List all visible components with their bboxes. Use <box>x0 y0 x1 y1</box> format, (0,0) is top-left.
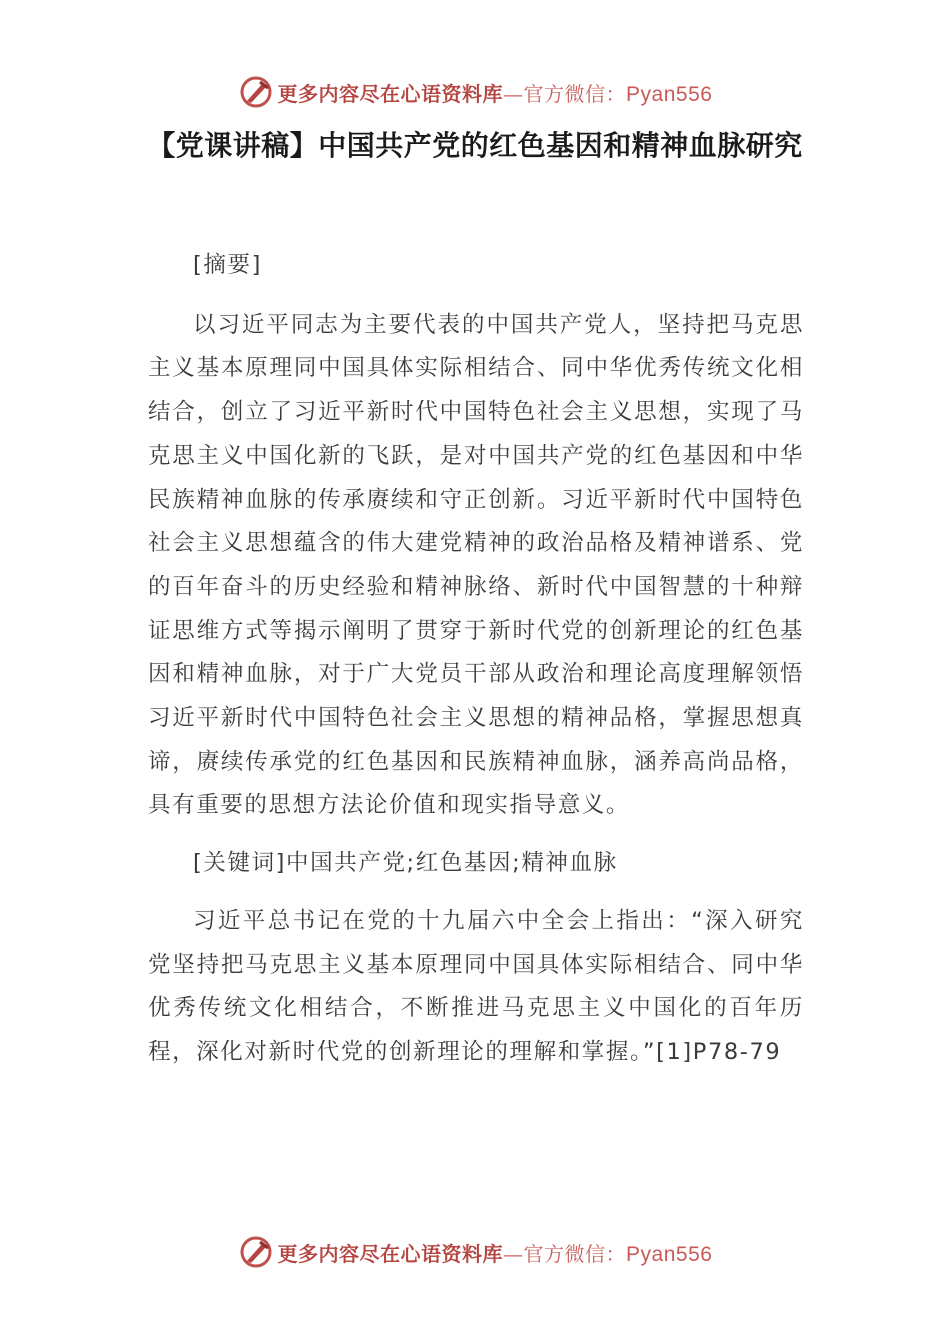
body-paragraph: 习近平总书记在党的十九届六中全会上指出：“深入研究党坚持把马克思主义基本原理同中国具体实际相结合、同中华优秀传统文化相结合，不断推进马克思主义中国化的百年历程，深化对新时代党的创新理论的理解和掌握。”[1]P78-79 <box>148 907 804 1065</box>
banner-text <box>278 78 713 107</box>
banner-site-name: 更多内容尽在心语资料库 <box>277 1241 504 1266</box>
banner-text <box>278 1238 713 1267</box>
pen-logo-icon <box>238 1234 274 1270</box>
pen-logo-icon <box>238 74 274 110</box>
footer-banner <box>0 1232 950 1272</box>
abstract-heading: [摘要] <box>193 252 262 278</box>
document-body <box>148 244 804 1089</box>
banner-wechat-label: 官方微信： <box>523 81 627 106</box>
banner-site-name: 更多内容尽在心语资料库 <box>277 81 504 106</box>
header-banner <box>0 72 950 112</box>
abstract-paragraph: 以习近平同志为主要代表的中国共产党人，坚持把马克思主义基本原理同中国具体实际相结合、同中华优秀传统文化相结合，创立了习近平新时代中国特色社会主义思想，实现了马克思主义中国化新的飞跃，是对中国共产党的红色基因和中华民族精神血脉的传承赓续和守正创新。习近平新时代中国特色社会主义思想蕴含的伟大建党精神的政治品格及精神谱系、党的百年奋斗的历史经验和精神脉络、新时代中国智慧的十种辩证思维方式等揭示阐明了贯穿于新时代党的创新理论的红色基因和精神血脉，对于广大党员干部从政治和理论高度理解领悟习近平新时代中国特色社会主义思想的精神品格，掌握思想真谛，赓续传承党的红色基因和民族精神血脉，涵养高尚品格，具有重要的思想方法论价值和现实指导意义。 <box>148 311 804 819</box>
document-title: 【党课讲稿】中国共产党的红色基因和精神血脉研究 <box>147 129 803 162</box>
banner-separator: — <box>503 81 524 106</box>
banner-wechat-label: 官方微信： <box>523 1241 627 1266</box>
banner-wechat-id: Pyan556 <box>626 82 713 106</box>
keywords-line: [关键词]中国共产党;红色基因;精神血脉 <box>193 850 618 877</box>
banner-separator: — <box>503 1241 524 1266</box>
banner-wechat-id: Pyan556 <box>626 1242 713 1266</box>
